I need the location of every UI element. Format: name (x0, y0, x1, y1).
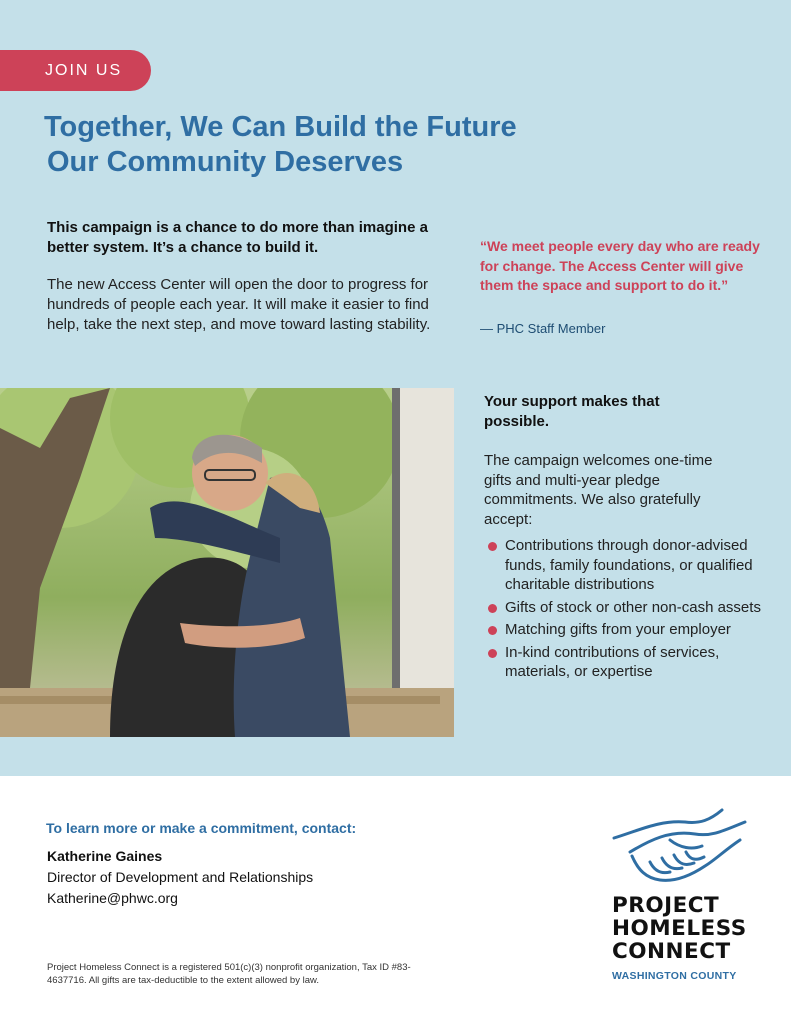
list-item (488, 598, 778, 618)
giving-options-list (488, 536, 778, 685)
list-item-text: In-kind contributions of services, materials, or expertise (505, 643, 720, 680)
intro-lead: This campaign is a chance to do more than imagine a better system. It’s a chance to build it. (47, 219, 428, 256)
logo-subline: WASHINGTON COUNTY (612, 970, 737, 982)
bullet-dot (488, 649, 497, 658)
list-item (488, 643, 778, 682)
contact-title: Director of Development and Relationships (47, 869, 314, 885)
project-homeless-connect-logo (600, 800, 760, 1000)
list-item-text: Matching gifts from your employer (505, 621, 731, 638)
headline-line-2: Our Community Deserves (47, 146, 404, 178)
hug-photo (0, 388, 454, 737)
legal-fine-print: Project Homeless Connect is a registered 501(c)(3) nonprofit organization, Tax ID #83-4637716. All gifts are tax-deductible to the extent allowed by law. (47, 962, 411, 986)
contact-email-link[interactable]: Katherine@phwc.org (47, 890, 178, 906)
bullet-dot (488, 626, 497, 635)
handshake-icon (600, 800, 760, 895)
contact-name: Katherine Gaines (47, 848, 163, 864)
quote-attribution: — PHC Staff Member (480, 321, 606, 336)
join-us-tag: JOIN US (0, 50, 151, 91)
headline-line-1: Together, We Can Build the Future (44, 111, 517, 143)
logo-line-2: HOMELESS (612, 916, 747, 941)
logo-line-3: CONNECT (612, 939, 731, 964)
support-body: The campaign welcomes one-time gifts and multi-year pledge commitments. We also gratefully accept: (484, 452, 713, 528)
logo-wordmark (612, 894, 762, 963)
intro-body: The new Access Center will open the door to progress for hundreds of people each year. It will make it easier to find help, take the next step, and move toward lasting stability. (47, 276, 431, 333)
support-heading: Your support makes that possible. (484, 393, 660, 430)
list-item-text: Contributions through donor-advised funds, family foundations, or qualified charitable distributions (505, 537, 753, 593)
page-title (44, 110, 644, 180)
bullet-dot (488, 604, 497, 613)
hug-photo-illustration (0, 388, 454, 737)
staff-quote: “We meet people every day who are ready for change. The Access Center will give them the space and support to do it.” (480, 238, 760, 293)
bullet-dot (488, 542, 497, 551)
list-item-text: Gifts of stock or other non-cash assets (505, 598, 761, 616)
list-item (488, 536, 778, 595)
list-item (488, 620, 778, 640)
logo-line-1: PROJECT (612, 893, 720, 918)
contact-heading: To learn more or make a commitment, contact: (46, 820, 357, 836)
